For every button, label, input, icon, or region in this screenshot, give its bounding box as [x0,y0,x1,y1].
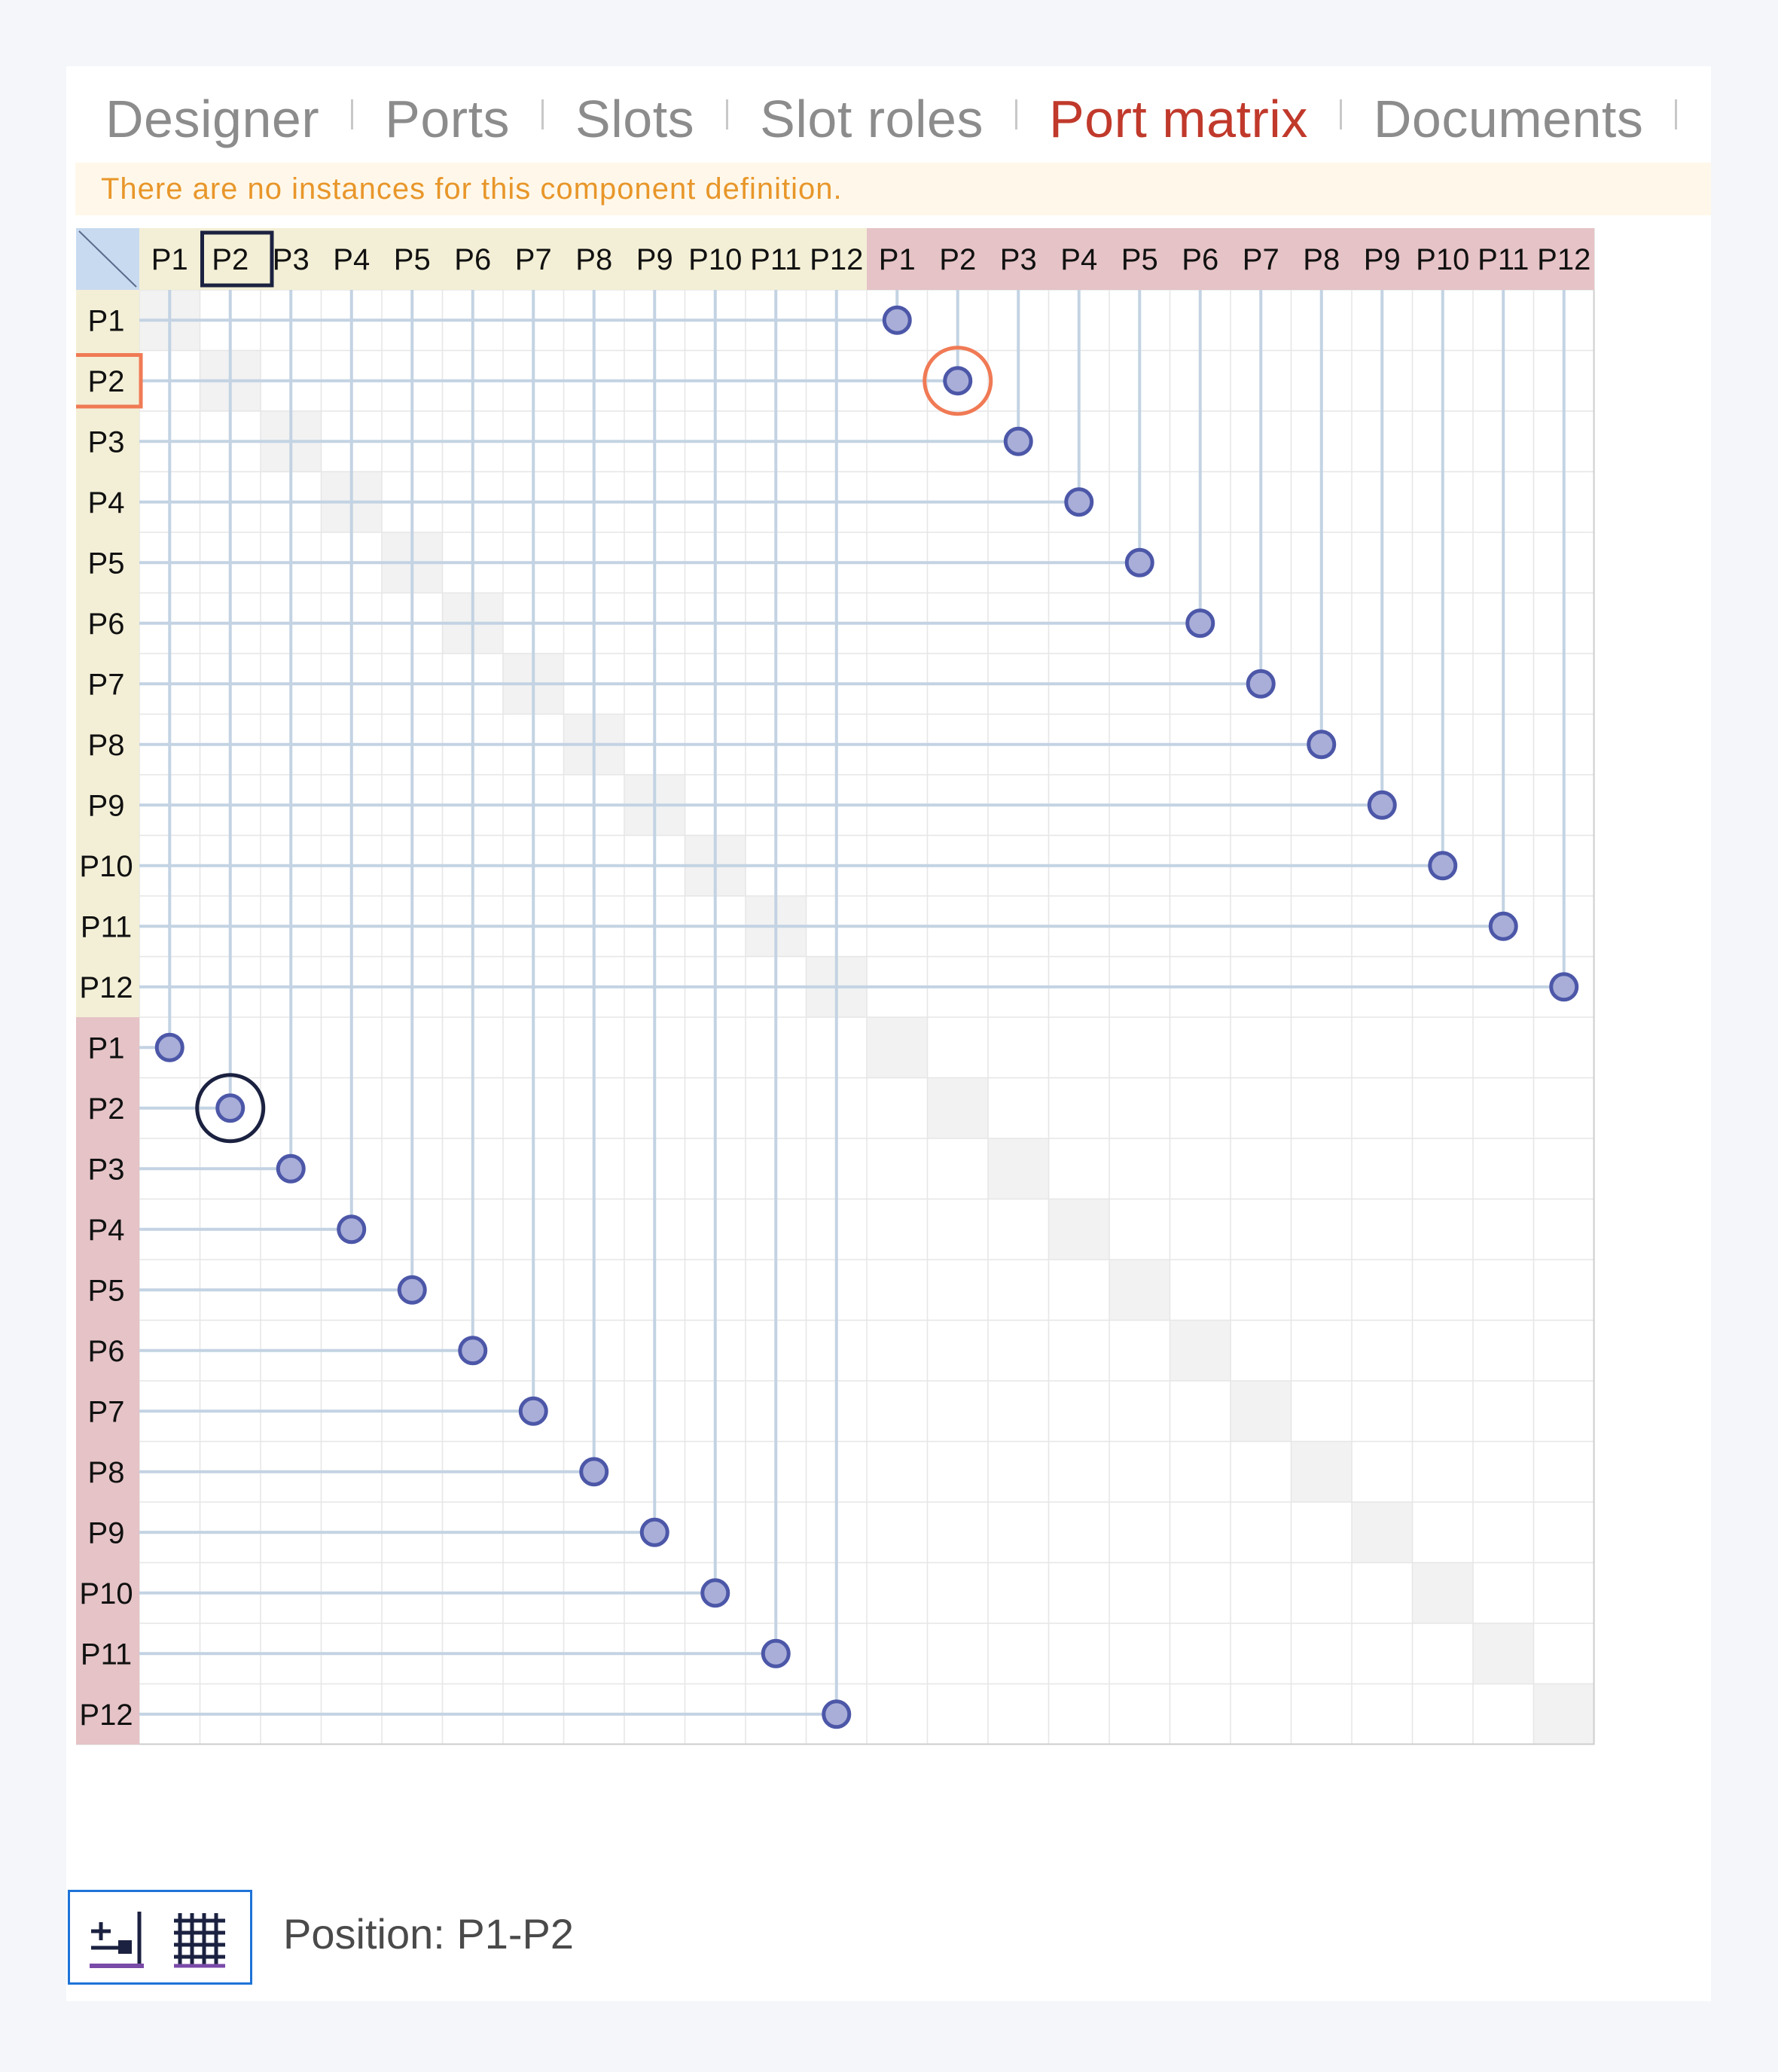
grid-view-button[interactable] [168,1906,236,1973]
connection-node[interactable] [945,368,971,394]
row-header-label: P8 [87,1455,125,1489]
column-header-label: P5 [1121,243,1158,276]
column-header-label: P4 [333,243,371,276]
column-header-label: P6 [1182,243,1219,276]
connection-node[interactable] [1551,974,1577,1000]
connection-node[interactable] [1066,489,1092,515]
connection-node[interactable] [763,1641,788,1666]
connection-node[interactable] [1369,792,1395,818]
column-header-label: P6 [454,243,492,276]
view-toolbar [68,1890,252,1985]
column-header-label: P5 [393,243,431,276]
connection-node[interactable] [520,1398,546,1424]
row-header-label: P10 [79,849,133,883]
grid-view-icon [168,1906,236,1973]
tab-separator [541,99,544,130]
diagonal-cell [988,1138,1049,1199]
tab-slots[interactable]: Slots [575,90,695,148]
row-header-label: P4 [87,486,125,520]
diagonal-cell [867,1017,928,1078]
row-header-label: P5 [87,547,125,580]
row-header-label: P9 [87,1516,125,1550]
notice-banner: There are no instances for this component definition. [75,163,1711,215]
connection-node[interactable] [157,1034,182,1060]
column-header-label: P8 [575,243,613,276]
diagonal-cell [1534,1684,1595,1745]
column-header-label: P7 [1242,243,1279,276]
row-header-label: P5 [87,1274,125,1308]
diagonal-cell [1413,1563,1474,1624]
diagonal-cell [1292,1442,1353,1503]
connection-view-button[interactable] [84,1906,151,1973]
row-header-label: P6 [87,1334,125,1368]
tab-separator [1015,99,1017,130]
port-matrix-grid [76,228,1597,1764]
column-header-label: P2 [212,243,249,276]
tab-port-matrix[interactable]: Port matrix [1048,90,1308,148]
column-header-label: P3 [999,243,1037,276]
row-header-label: P1 [87,304,125,338]
connection-node[interactable] [218,1095,243,1121]
connection-node[interactable] [1430,853,1456,879]
tab-separator [1340,99,1342,130]
column-header-label: P1 [151,243,188,276]
tab-slot-roles[interactable]: Slot roles [760,90,984,148]
connection-node[interactable] [642,1519,667,1545]
row-header-label: P11 [80,1638,133,1671]
diagonal-cell [1049,1199,1110,1260]
tab-ports[interactable]: Ports [385,90,511,148]
column-header-label: P1 [878,243,916,276]
connection-node[interactable] [460,1338,486,1364]
tab-separator [726,99,728,130]
column-header-label: P11 [750,243,802,276]
position-status: Position: P1-P2 [283,1910,574,1958]
connection-node[interactable] [399,1277,425,1303]
connection-node[interactable] [884,307,910,333]
connection-node[interactable] [339,1217,364,1242]
connection-node[interactable] [581,1459,607,1485]
tab-separator [351,99,353,130]
tab-bar [105,74,1709,164]
tab-separator [1675,99,1677,130]
diagonal-cell [1352,1502,1413,1563]
column-header-label: P10 [688,243,743,276]
connection-node[interactable] [1248,671,1273,696]
column-header-label: P2 [939,243,977,276]
row-header-label: P8 [87,728,125,762]
connection-node[interactable] [1188,611,1213,636]
row-header-label: P12 [79,1698,133,1732]
connection-node[interactable] [824,1702,849,1727]
row-header-label: P11 [80,910,133,944]
column-header-label: P11 [1478,243,1529,276]
row-header-label: P3 [87,425,125,459]
row-header-label: P6 [87,607,125,641]
connection-node[interactable] [1309,732,1334,757]
column-header-label: P4 [1060,243,1098,276]
diagonal-cell [1231,1381,1292,1442]
row-header-label: P10 [79,1577,133,1610]
tab-designer[interactable]: Designer [105,90,320,148]
row-header-label: P3 [87,1153,125,1187]
diagonal-cell [1170,1321,1231,1382]
connection-node[interactable] [1005,428,1031,454]
column-header-label: P12 [810,243,864,276]
column-header-label: P9 [1363,243,1401,276]
row-header-label: P7 [87,1395,125,1429]
connection-node[interactable] [1127,550,1152,575]
row-header-label: P2 [87,1092,125,1126]
column-header-label: P7 [514,243,552,276]
row-header-label: P4 [87,1213,125,1247]
column-header-label: P8 [1303,243,1340,276]
tab-documents[interactable]: Documents [1373,90,1644,148]
row-header-label: P9 [87,789,125,823]
connection-node[interactable] [278,1156,303,1181]
row-header-label: P1 [87,1031,125,1065]
connection-node[interactable] [1490,913,1516,939]
row-header-label: P12 [79,970,133,1004]
column-header-label: P9 [636,243,673,276]
connection-node[interactable] [703,1580,728,1606]
row-header-label: P7 [87,668,125,702]
row-header-label: P2 [87,364,125,398]
diagonal-cell [1109,1260,1170,1321]
column-header-label: P10 [1416,243,1470,276]
diagonal-cell [1473,1623,1534,1684]
connection-view-icon [84,1906,151,1973]
diagonal-cell [928,1078,989,1139]
column-header-label: P3 [272,243,310,276]
column-header-label: P12 [1537,243,1591,276]
